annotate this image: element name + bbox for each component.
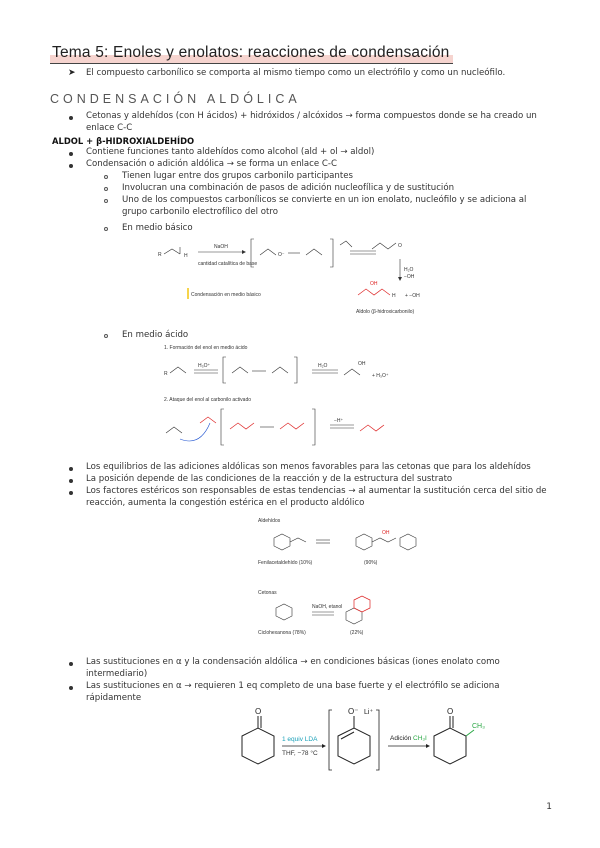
intro-text: El compuesto carbonílico se comporta al mismo tiempo como un electrófilo y como un nucleófilo. <box>86 68 506 78</box>
bullet-text: Cetonas y aldehídos (con H ácidos) + hidróxidos / alcóxidos → forma compuestos donde se ha creado un enlace C-C <box>86 111 537 133</box>
bullet-icon <box>69 164 73 168</box>
lda-alkylation-scheme <box>230 706 490 778</box>
basic-aldol-scheme <box>150 235 440 330</box>
lda-reagent-label: 1 equiv LDA <box>282 736 318 743</box>
svg-text:OH: OH <box>382 530 390 536</box>
arrow-bullet-icon: ➤ <box>68 68 76 78</box>
bullet-text: Los equilibrios de las adiciones aldólicas son menos favorables para las cetonas que para los aldehídos <box>86 462 531 472</box>
bullet-text: Condensación o adición aldólica → se forma un enlace C-C <box>86 159 338 169</box>
r-label: R <box>158 252 162 258</box>
sub-bullet-icon <box>104 199 108 203</box>
sub-bullet-icon <box>104 175 108 179</box>
steric-scheme <box>254 516 434 646</box>
acid-aldol-scheme <box>160 343 410 453</box>
step-2-label: 2. Ataque del enol al carbonilo activado <box>164 397 252 403</box>
methyl-label: CH₃ <box>472 723 485 730</box>
ketones-label: Cetonas <box>258 590 277 596</box>
sub-bullet-text: En medio básico <box>122 223 193 233</box>
lithium-label: Li⁺ <box>364 709 374 716</box>
bullet-icon <box>69 152 73 156</box>
steric-reagent-label: NaOH, etanol <box>312 604 343 610</box>
sub-bullet-icon <box>104 334 108 338</box>
aldol-heading: ALDOL + β-HIDROXIALDEHÍDO <box>52 136 195 146</box>
hydronium-label: + H₃O⁺ <box>372 373 389 379</box>
sub-bullet-icon <box>104 187 108 191</box>
acid-reagent-label: H₃O⁺ <box>198 363 211 369</box>
water-label: H₂O <box>318 363 328 369</box>
bullet-icon <box>69 686 73 690</box>
electrophile-label: CH₃I <box>413 735 427 742</box>
svg-text:H: H <box>392 293 396 299</box>
sub-bullet-text: En medio ácido <box>122 330 189 340</box>
bullet-text: Los factores estéricos son responsables de estas tendencias → al aumentar la sustitución cerca del sitio de reacción, aumenta la congestión estérica en el producto aldólico <box>86 486 547 508</box>
base-label: cantidad catalítica de base <box>198 261 258 267</box>
reactant-1-label: Fenilacetaldehído (10%) <box>258 560 313 566</box>
product-oxygen-label: O <box>447 707 454 716</box>
sub-bullet-text: Uno de los compuestos carbonílicos se convierte en un ion enolato, nucleófilo y se adiciona al grupo carbonilo electrofílico del otro <box>122 195 527 217</box>
sub-bullet-text: Tienen lugar entre dos grupos carbonilo participantes <box>122 171 354 181</box>
bullet-text: La posición depende de las condiciones de la reacción y de la estructura del sustrato <box>86 474 453 484</box>
page-title: Tema 5: Enoles y enolatos: reacciones de condensación <box>50 44 453 64</box>
svg-text:O: O <box>398 243 402 249</box>
addition-label: Adición <box>390 735 412 742</box>
product-1-label: (90%) <box>364 560 378 566</box>
bullet-icon <box>69 491 73 495</box>
sub-bullet-icon <box>104 227 108 231</box>
product-label: Aldolo (β-hidroxicarbonilo) <box>356 309 415 315</box>
minus-h-label: −H⁺ <box>334 418 344 424</box>
svg-text:H: H <box>184 253 188 259</box>
product-2-label: (22%) <box>350 630 364 636</box>
step-1-label: 1. Formación del enol en medio ácido <box>164 345 248 351</box>
section-heading: CONDENSACIÓN ALDÓLICA <box>50 92 301 106</box>
svg-text:O⁻: O⁻ <box>278 252 285 258</box>
bullet-text: Contiene funciones tanto aldehídos como alcohol (ald + ol → aldol) <box>86 147 375 157</box>
oh-label: OH <box>370 281 378 287</box>
bullet-icon <box>69 479 73 483</box>
svg-text:OH: OH <box>358 361 366 367</box>
bullet-text: Las sustituciones en α → requieren 1 eq completo de una base fuerte y el electrófilo se adiciona rápidamente <box>86 681 500 703</box>
reagent-label: NaOH <box>214 244 228 250</box>
minus-oh-label: −OH <box>404 274 415 280</box>
reactant-2-label: Ciclohexanona (78%) <box>258 630 306 636</box>
enolate-oxygen-label: O⁻ <box>348 707 359 716</box>
sub-bullet-text: Involucran una combinación de pasos de adición nucleofílica y de sustitución <box>122 183 455 193</box>
water-label: H₂O <box>404 267 414 273</box>
basic-note: Condensación en medio básico <box>191 292 261 298</box>
bullet-icon <box>69 116 73 120</box>
bullet-icon <box>69 467 73 471</box>
svg-text:R: R <box>164 371 168 377</box>
page-number: 1 <box>546 802 552 812</box>
svg-text:+ −OH: + −OH <box>405 293 420 299</box>
bullet-text: Las sustituciones en α y la condensación aldólica → en condiciones básicas (iones enolato como intermediario) <box>86 657 500 679</box>
oxygen-label: O <box>255 707 262 716</box>
bullet-icon <box>69 662 73 666</box>
aldehydes-label: Aldehídos <box>258 518 281 524</box>
conditions-label: THF, −78 °C <box>282 750 318 757</box>
